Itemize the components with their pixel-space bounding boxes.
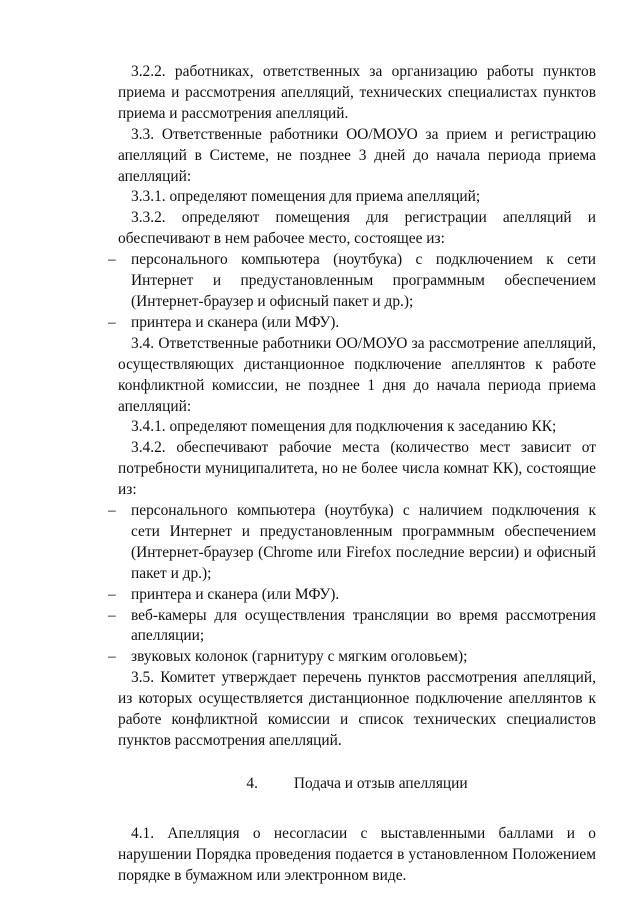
list-item	[108, 585, 596, 606]
paragraph-3-2-2: 3.2.2. работниках, ответственных за организацию работы пунктов приема и рассмотрения апелляций, технических специалистах пунктов приема и рассмотрения апелляций.	[118, 63, 596, 122]
section-heading	[118, 774, 596, 795]
paragraph-3-3: 3.3. Ответственные работники ОО/МОУО за прием и регистрацию апелляций в Системе, не позднее 3 дней до начала периода приема апелляций:	[118, 125, 596, 185]
bullet-dash: –	[108, 313, 116, 331]
list-item-text: веб-камеры для осуществления трансляции во время рассмотрения апелляции;	[131, 606, 596, 645]
bullet-dash: –	[108, 648, 116, 666]
list-item-text: звуковых колонок (гарнитуру с мягким оголовьем);	[131, 648, 468, 666]
paragraph-3-4-2: 3.4.2. обеспечивают рабочие места (количество мест зависит от потребности муниципалитета, но не более числа комнат КК), состоящие из:	[118, 439, 596, 499]
section-number: 4.	[246, 774, 258, 792]
list-item-text: персонального компьютера (ноутбука) с подключением к сети Интернет и предустановленным программным обеспечением (Интернет-браузер и офисный пакет и др.);	[131, 251, 596, 310]
paragraph-3-3-2: 3.3.2. определяют помещения для регистрации апелляций и обеспечивают в нем рабочее место, состоящее из:	[118, 209, 596, 248]
list-item	[108, 606, 596, 648]
list-item	[108, 250, 596, 313]
paragraph-4-1: 4.1. Апелляция о несогласии с выставленными баллами и о нарушении Порядка проведения подается в установленном Положением порядке в бумажном или электронном виде.	[118, 824, 596, 884]
list-item	[108, 647, 596, 668]
document-body	[108, 62, 596, 887]
list-item-text: принтера и сканера (или МФУ).	[131, 313, 340, 331]
section-title: Подача и отзыв апелляции	[293, 774, 468, 792]
paragraph-3-4: 3.4. Ответственные работники ОО/МОУО за рассмотрение апелляций, осуществляющих дистанционное подключение апеллянтов к работе конфликтной комиссии, не позднее 1 дня до начала периода приема апелляций:	[118, 334, 596, 415]
bullet-dash: –	[108, 251, 116, 269]
paragraph-3-3-1: 3.3.1. определяют помещения для приема апелляций;	[131, 188, 481, 206]
list-item	[108, 313, 596, 334]
bullet-dash: –	[108, 502, 116, 520]
paragraph-3-5: 3.5. Комитет утверждает перечень пунктов рассмотрения апелляций, из которых осуществляется дистанционное подключение апеллянтов к работе конфликтной комиссии и список технических специалистов пунктов рассмотрения апелляций.	[118, 669, 596, 749]
paragraph-3-4-1: 3.4.1. определяют помещения для подключения к заседанию КК;	[131, 418, 557, 436]
list-item-text: принтера и сканера (или МФУ).	[131, 585, 340, 603]
bullet-dash: –	[108, 585, 116, 603]
bullet-dash: –	[108, 606, 116, 624]
list-item-text: персонального компьютера (ноутбука) с наличием подключения к сети Интернет и предустановленным программным обеспечением (Интернет-браузер (Chrome или Firefox последние версии) и офисный пакет и др.);	[131, 502, 596, 582]
list-item	[108, 501, 596, 585]
